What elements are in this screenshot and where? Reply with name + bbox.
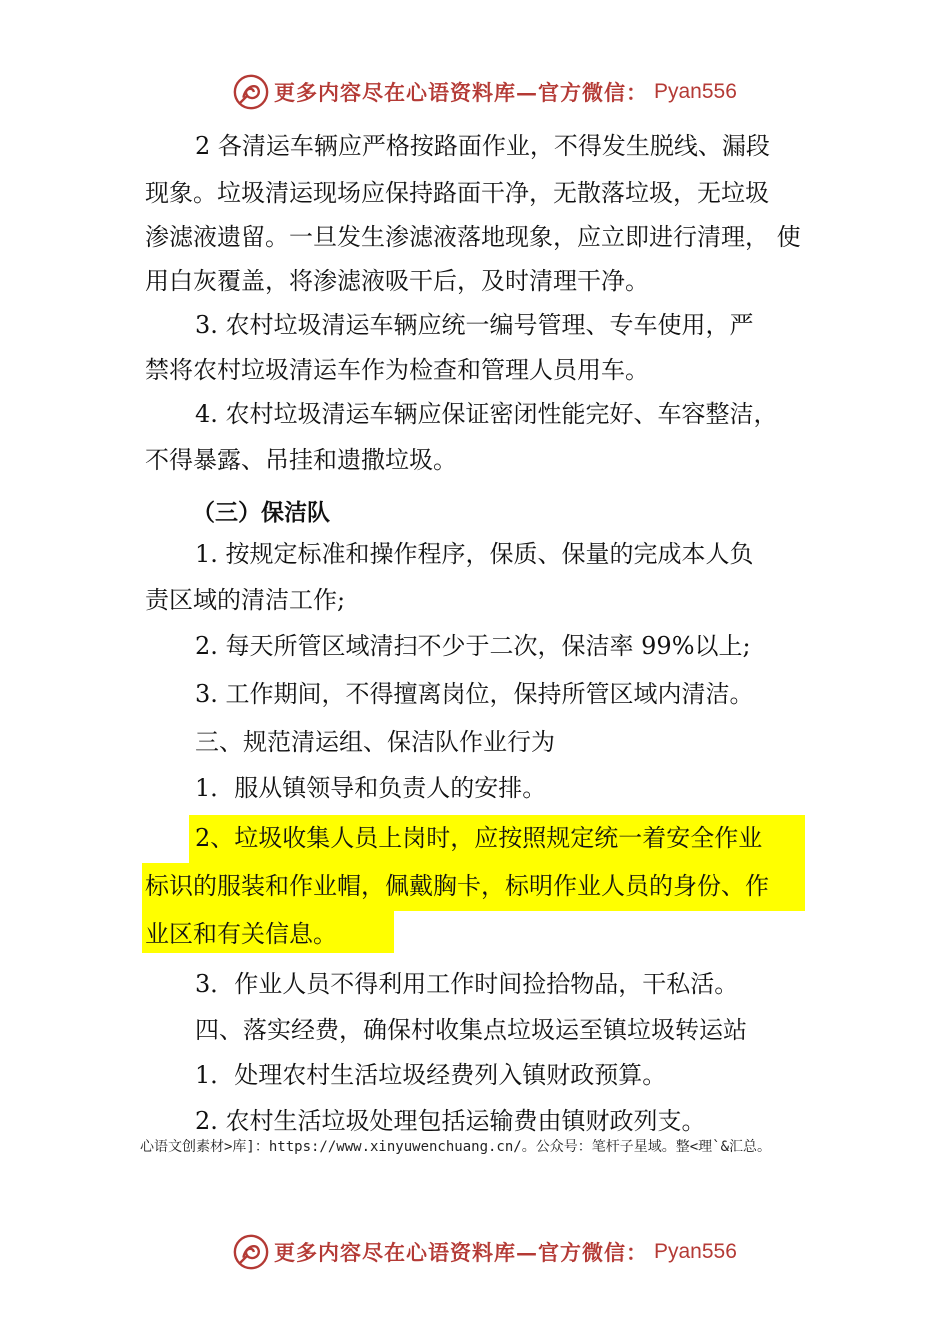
highlighted-line: 业区和有关信息。 (145, 920, 337, 948)
highlighted-line: 标识的服装和作业帽，佩戴胸卡，标明作业人员的身份、作 (145, 872, 769, 900)
paragraph-line: 责区域的清洁工作; (145, 586, 346, 614)
paragraph-line: 现象。垃圾清运现场应保持路面干净，无散落垃圾，无垃圾 (145, 179, 769, 207)
paragraph-line: 4. 农村垃圾清运车辆应保证密闭性能完好、车容整洁， (195, 400, 778, 428)
paragraph-line: 1．处理农村生活垃圾经费列入镇财政预算。 (195, 1061, 667, 1089)
header-banner (232, 72, 737, 112)
banner-text: 更多内容尽在心语资料库—官方微信： (274, 1240, 648, 1265)
paragraph-line: 用白灰覆盖，将渗滤液吸干后，及时清理干净。 (145, 267, 649, 295)
paragraph-line: 渗滤液遗留。一旦发生渗滤液落地现象，应立即进行清理， 使 (145, 223, 801, 251)
paragraph-line: 2. 每天所管区域清扫不少于二次，保洁率 99%以上; (195, 632, 751, 660)
section-heading: 三、规范清运组、保洁队作业行为 (195, 728, 555, 756)
paragraph-line: 禁将农村垃圾清运车作为检查和管理人员用车。 (145, 356, 649, 384)
paragraph-line: 不得暴露、吊挂和遗撒垃圾。 (145, 446, 457, 474)
paragraph-line: 1．服从镇领导和负责人的安排。 (195, 774, 547, 802)
footer-note: 心语文创素材>库]：https://www.xinyuwenchuang.cn/。公众号：笔杆子星域。整<理`&汇总。 (140, 1139, 772, 1155)
section-heading: 四、落实经费，确保村收集点垃圾运至镇垃圾转运站 (195, 1016, 747, 1044)
banner-wechat-id: Pyan556 (654, 1240, 737, 1263)
footer-banner (232, 1232, 737, 1272)
rose-logo-icon (232, 73, 270, 111)
paragraph-line: 3. 农村垃圾清运车辆应统一编号管理、专车使用，严 (195, 311, 754, 339)
banner-wechat-id: Pyan556 (654, 80, 737, 103)
highlighted-line: 2、垃圾收集人员上岗时，应按照规定统一着安全作业 (195, 824, 763, 852)
section-heading: （三）保洁队 (192, 500, 330, 526)
paragraph-line: 2 各清运车辆应严格按路面作业，不得发生脱线、漏段 (195, 132, 770, 160)
paragraph-line: 2. 农村生活垃圾处理包括运输费由镇财政列支。 (195, 1107, 706, 1135)
paragraph-line: 3．作业人员不得利用工作时间捡拾物品，干私活。 (195, 970, 739, 998)
rose-logo-icon (232, 1233, 270, 1271)
banner-text: 更多内容尽在心语资料库—官方微信： (274, 80, 648, 105)
paragraph-line: 3. 工作期间，不得擅离岗位，保持所管区域内清洁。 (195, 680, 754, 708)
paragraph-line: 1. 按规定标准和操作程序，保质、保量的完成本人负 (195, 540, 754, 568)
